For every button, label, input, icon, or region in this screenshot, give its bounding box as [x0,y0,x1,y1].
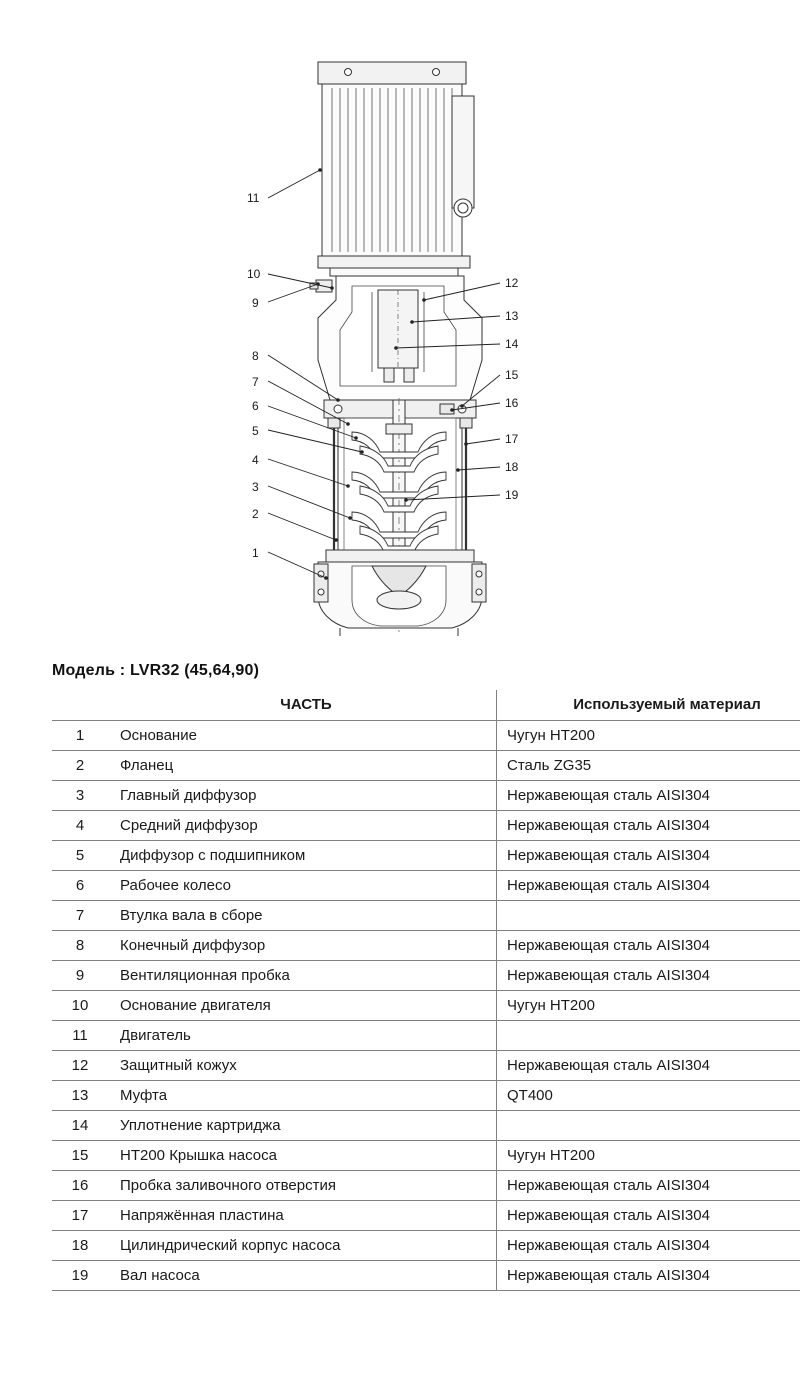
header-part: ЧАСТЬ [112,690,497,721]
cell-part: Средний диффузор [112,811,497,841]
table-row [52,721,800,751]
callout-14: 14 [505,337,519,351]
callout-17: 17 [505,432,519,446]
cell-part: Главный диффузор [112,781,497,811]
cell-material: Чугун HT200 [497,991,800,1021]
cell-number: 17 [52,1201,112,1231]
cell-part: Фланец [112,751,497,781]
model-title: Модель : LVR32 (45,64,90) [52,662,260,679]
table-row [52,1201,800,1231]
table-header-row [52,690,800,721]
callout-12: 12 [505,276,519,290]
cell-part: Основание [112,721,497,751]
cell-part: Уплотнение картриджа [112,1111,497,1141]
parts-table-section [0,662,800,1291]
callout-8: 8 [252,349,259,363]
cell-part: HT200 Крышка насоса [112,1141,497,1171]
callout-7: 7 [252,375,259,389]
cell-part: Основание двигателя [112,991,497,1021]
table-row [52,841,800,871]
table-row [52,1261,800,1291]
callout-5: 5 [252,424,259,438]
cell-part: Вал насоса [112,1261,497,1291]
callout-10: 10 [247,267,261,281]
cell-number: 15 [52,1141,112,1171]
cell-part: Напряжённая пластина [112,1201,497,1231]
cell-number: 6 [52,871,112,901]
table-row [52,1051,800,1081]
cell-number: 1 [52,721,112,751]
cell-part: Вентиляционная пробка [112,961,497,991]
cell-material: Нержавеющая сталь AISI304 [497,1261,800,1291]
callout-18: 18 [505,460,519,474]
cell-number: 2 [52,751,112,781]
cell-material: Чугун HT200 [497,721,800,751]
pump-cross-section-drawing [0,0,800,650]
table-row [52,1171,800,1201]
table-row [52,751,800,781]
callout-1: 1 [252,546,259,560]
table-row [52,1141,800,1171]
callout-3: 3 [252,480,259,494]
parts-table [52,690,800,1291]
table-row [52,901,800,931]
pump-diagram [0,0,800,650]
cell-material [497,1111,800,1141]
table-row [52,1081,800,1111]
cell-material: Нержавеющая сталь AISI304 [497,1231,800,1261]
header-number [52,690,112,721]
cell-material: QT400 [497,1081,800,1111]
table-row [52,991,800,1021]
cell-part: Муфта [112,1081,497,1111]
cell-number: 18 [52,1231,112,1261]
callout-16: 16 [505,396,519,410]
cell-part: Втулка вала в сборе [112,901,497,931]
cell-part: Диффузор с подшипником [112,841,497,871]
callout-2: 2 [252,507,259,521]
cell-material: Нержавеющая сталь AISI304 [497,1171,800,1201]
callout-11: 11 [247,191,260,205]
cell-material: Нержавеющая сталь AISI304 [497,1051,800,1081]
table-row [52,1111,800,1141]
cell-material: Нержавеющая сталь AISI304 [497,961,800,991]
cell-number: 12 [52,1051,112,1081]
callout-9: 9 [252,296,259,310]
cell-number: 16 [52,1171,112,1201]
cell-material: Нержавеющая сталь AISI304 [497,1201,800,1231]
header-material: Используемый материал [497,690,800,721]
cell-number: 11 [52,1021,112,1051]
table-row [52,961,800,991]
cell-part: Двигатель [112,1021,497,1051]
callout-6: 6 [252,399,259,413]
table-row [52,1231,800,1261]
table-row [52,1021,800,1051]
table-row [52,871,800,901]
cell-number: 5 [52,841,112,871]
cell-number: 13 [52,1081,112,1111]
cell-material: Нержавеющая сталь AISI304 [497,811,800,841]
cell-number: 8 [52,931,112,961]
cell-material: Сталь ZG35 [497,751,800,781]
cell-material: Нержавеющая сталь AISI304 [497,841,800,871]
cell-number: 19 [52,1261,112,1291]
table-row [52,781,800,811]
cell-number: 3 [52,781,112,811]
callout-4: 4 [252,453,259,467]
cell-part: Цилиндрический корпус насоса [112,1231,497,1261]
cell-material: Нержавеющая сталь AISI304 [497,871,800,901]
cell-material [497,901,800,931]
cell-number: 7 [52,901,112,931]
cell-material: Нержавеющая сталь AISI304 [497,781,800,811]
cell-part: Конечный диффузор [112,931,497,961]
callout-13: 13 [505,309,519,323]
cell-part: Рабочее колесо [112,871,497,901]
callout-19: 19 [505,488,519,502]
cell-number: 14 [52,1111,112,1141]
table-row [52,931,800,961]
cell-material: Нержавеющая сталь AISI304 [497,931,800,961]
cell-number: 9 [52,961,112,991]
table-row [52,811,800,841]
callout-15: 15 [505,368,519,382]
cell-material [497,1021,800,1051]
cell-number: 4 [52,811,112,841]
cell-material: Чугун HT200 [497,1141,800,1171]
cell-part: Пробка заливочного отверстия [112,1171,497,1201]
cell-number: 10 [52,991,112,1021]
cell-part: Защитный кожух [112,1051,497,1081]
